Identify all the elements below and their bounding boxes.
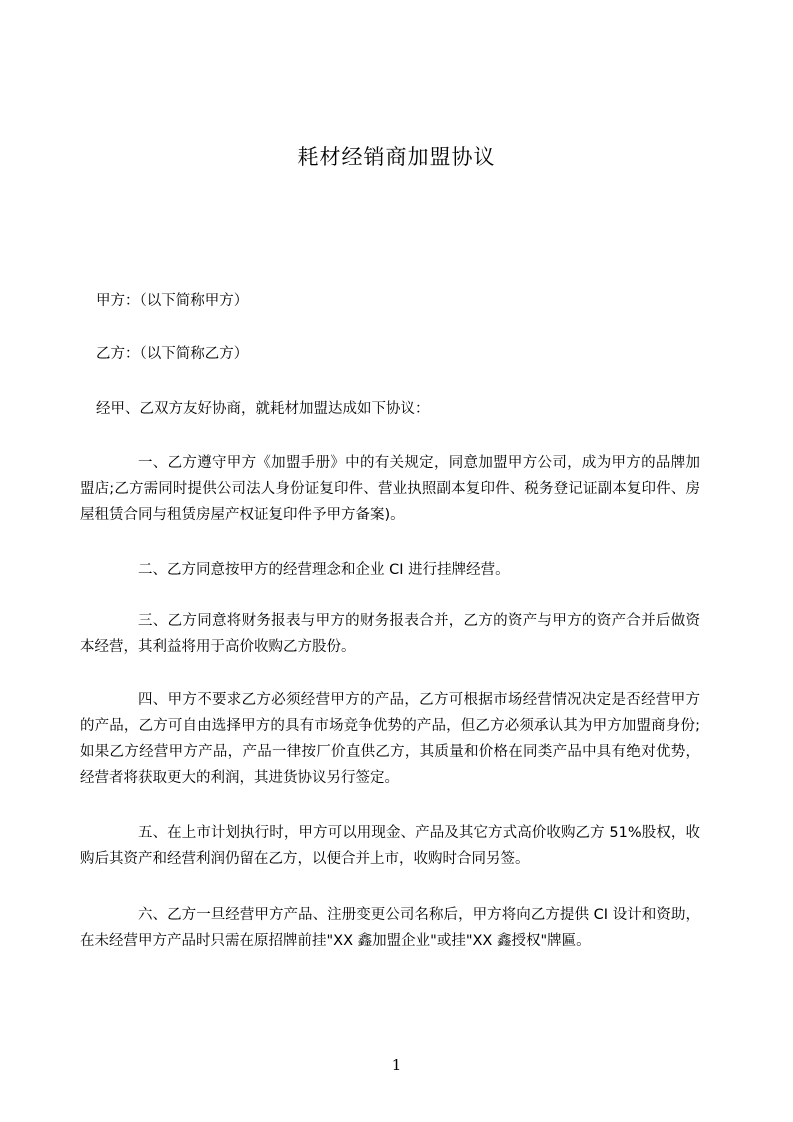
document-title: 耗材经销商加盟协议 xyxy=(297,145,496,169)
clause-6: 六、乙方一旦经营甲方产品、注册变更公司名称后，甲方将向乙方提供 CI 设计和资助，在未经营甲方产品时只需在原招牌前挂"XX 鑫加盟企业"或挂"XX 鑫授权"牌匾。 xyxy=(80,907,700,949)
clause-2: 二、乙方同意按甲方的经营理念和企业 CI 进行挂牌经营。 xyxy=(138,562,510,578)
clause-4: 四、甲方不要求乙方必须经营甲方的产品，乙方可根据市场经营情况决定是否经营甲方的产品，乙方可自由选择甲方的具有市场竞争优势的产品，但乙方必须承认其为甲方加盟商身份;如果乙方经营甲方产品，产品一律按厂价直供乙方，其质量和价格在同类产品中具有绝对优势，经营者将获取更大的利润，其进货协议另行签定。 xyxy=(80,692,700,786)
page-number: 1 xyxy=(391,1056,402,1074)
party-a-line: 甲方：（以下简称甲方） xyxy=(96,293,249,309)
intro-line: 经甲、乙双方友好协商，就耗材加盟达成如下协议： xyxy=(96,401,430,417)
clause-5: 五、在上市计划执行时，甲方可以用现金、产品及其它方式高价收购乙方 51%股权，收购后其资产和经营利润仍留在乙方，以便合并上市，收购时合同另签。 xyxy=(80,825,700,867)
party-b-line: 乙方：（以下简称乙方） xyxy=(96,346,249,362)
clause-3: 三、乙方同意将财务报表与甲方的财务报表合并，乙方的资产与甲方的资产合并后做资本经营，其利益将用于高价收购乙方股份。 xyxy=(80,613,700,655)
clause-1: 一、乙方遵守甲方《加盟手册》中的有关规定，同意加盟甲方公司，成为甲方的品牌加盟店;乙方需同时提供公司法人身份证复印件、营业执照副本复印件、税务登记证副本复印件、房屋租赁合同与租赁房屋产权证复印件予甲方备案)。 xyxy=(80,455,700,523)
